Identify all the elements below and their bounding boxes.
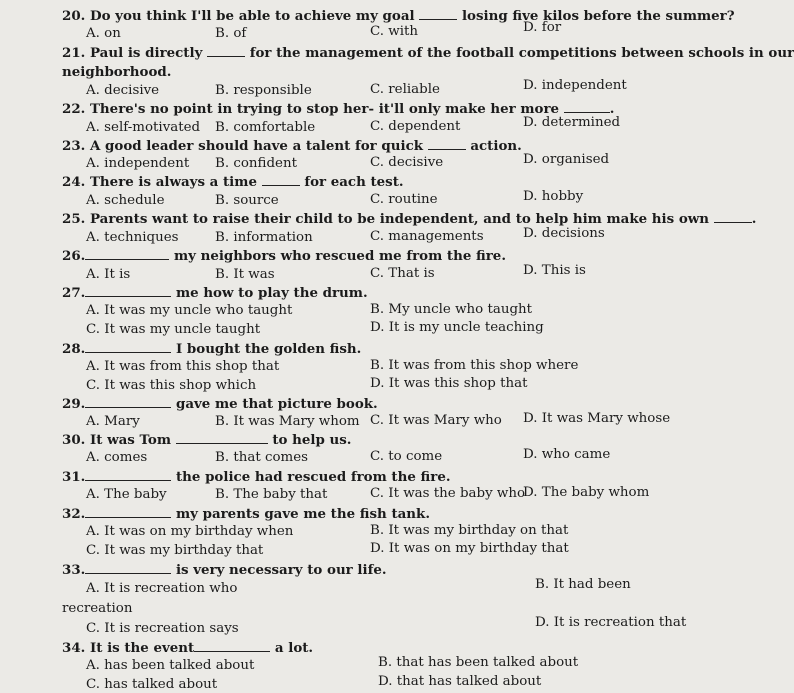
answer-blank[interactable]	[176, 432, 268, 444]
question-31-stem: 31. the police had rescued from the fire.	[62, 469, 451, 485]
option-a-continued[interactable]: recreation	[62, 601, 133, 616]
option-b[interactable]: B. of	[215, 26, 247, 41]
option-c[interactable]: C. That is	[370, 266, 435, 281]
option-d[interactable]: D. hobby	[523, 189, 584, 204]
question-26-stem: 26. my neighbors who rescued me from the fire.	[62, 248, 506, 264]
answer-blank[interactable]	[85, 469, 171, 481]
option-b[interactable]: B. comfortable	[215, 120, 316, 135]
answer-blank[interactable]	[194, 640, 270, 652]
question-34-stem: 34. It is the event a lot.	[62, 640, 314, 656]
question-27-stem: 27. me how to play the drum.	[62, 285, 368, 301]
option-d[interactable]: D. for	[523, 20, 562, 35]
answer-blank[interactable]	[85, 285, 171, 297]
option-b[interactable]: B. responsible	[215, 83, 312, 98]
option-b[interactable]: B. It was my birthday on that	[370, 523, 569, 538]
option-c[interactable]: C. decisive	[370, 155, 444, 170]
option-a[interactable]: A. has been talked about	[86, 658, 255, 673]
option-a[interactable]: A. comes	[86, 450, 148, 465]
option-b[interactable]: B. confident	[215, 156, 297, 171]
question-21-stem: 21. Paul is directly for the management of the football competitions between schools in our	[62, 45, 794, 61]
answer-blank[interactable]	[714, 211, 752, 223]
answer-blank[interactable]	[207, 45, 245, 57]
answer-blank[interactable]	[262, 174, 300, 186]
question-20-stem: 20. Do you think I'll be able to achieve my goal losing five kilos before the summer?	[62, 8, 735, 24]
answer-blank[interactable]	[85, 341, 171, 353]
answer-blank[interactable]	[564, 101, 610, 113]
option-b[interactable]: B. It had been	[535, 577, 631, 592]
answer-blank[interactable]	[419, 8, 457, 20]
question-32-stem: 32. my parents gave me the fish tank.	[62, 506, 430, 522]
option-a[interactable]: A. It is recreation who	[86, 581, 238, 596]
option-b[interactable]: B. that has been talked about	[378, 655, 579, 670]
option-b[interactable]: B. It was	[215, 267, 275, 282]
option-c[interactable]: C. dependent	[370, 119, 461, 134]
option-c[interactable]: C. It was Mary who	[370, 413, 502, 428]
answer-blank[interactable]	[85, 396, 171, 408]
answer-blank[interactable]	[85, 562, 171, 574]
option-d[interactable]: D. It was Mary whose	[523, 411, 671, 426]
option-a[interactable]: A. The baby	[86, 487, 167, 502]
option-d[interactable]: D. It was on my birthday that	[370, 541, 569, 556]
option-c[interactable]: C. managements	[370, 229, 484, 244]
question-24-stem: 24. There is always a time for each test.	[62, 174, 404, 190]
option-a[interactable]: A. Mary	[86, 414, 140, 429]
option-a[interactable]: A. techniques	[86, 230, 179, 245]
option-b[interactable]: B. source	[215, 193, 279, 208]
option-c[interactable]: C. It was the baby who	[370, 486, 526, 501]
option-a[interactable]: A. It is	[86, 267, 131, 282]
option-b[interactable]: B. It was from this shop where	[370, 358, 579, 373]
option-b[interactable]: B. The baby that	[215, 487, 328, 502]
option-d[interactable]: D. who came	[523, 447, 611, 462]
question-22-stem: 22. There's no point in trying to stop her- it'll only make her more .	[62, 101, 615, 117]
question-28-stem: 28. I bought the golden fish.	[62, 341, 362, 357]
question-23-stem: 23. A good leader should have a talent for quick action.	[62, 138, 522, 154]
option-d[interactable]: D. This is	[523, 263, 586, 278]
option-b[interactable]: B. that comes	[215, 450, 309, 465]
question-33-stem: 33. is very necessary to our life.	[62, 562, 387, 578]
answer-blank[interactable]	[85, 506, 171, 518]
option-c[interactable]: C. reliable	[370, 82, 440, 97]
option-c[interactable]: C. with	[370, 24, 419, 39]
option-d[interactable]: D. organised	[523, 152, 610, 167]
question-21-continued: neighborhood.	[62, 64, 172, 80]
option-c[interactable]: C. It is recreation says	[86, 621, 239, 636]
option-b[interactable]: B. It was Mary whom	[215, 414, 360, 429]
option-c[interactable]: C. routine	[370, 192, 438, 207]
option-a[interactable]: A. self-motivated	[86, 120, 201, 135]
answer-blank[interactable]	[85, 248, 169, 260]
option-d[interactable]: D. The baby whom	[523, 485, 650, 500]
option-c[interactable]: C. has talked about	[86, 677, 218, 692]
question-30-stem: 30. It was Tom to help us.	[62, 432, 352, 448]
option-b[interactable]: B. My uncle who taught	[370, 302, 533, 317]
option-a[interactable]: A. It was my uncle who taught	[86, 303, 293, 318]
option-a[interactable]: A. schedule	[86, 193, 165, 208]
option-a[interactable]: A. decisive	[86, 83, 160, 98]
option-d[interactable]: D. It is my uncle teaching	[370, 320, 544, 335]
answer-blank[interactable]	[428, 138, 466, 150]
option-c[interactable]: C. It was my uncle taught	[86, 322, 261, 337]
question-25-stem: 25. Parents want to raise their child to be independent, and to help him make his own .	[62, 211, 757, 227]
option-d[interactable]: D. It is recreation that	[535, 615, 687, 630]
option-c[interactable]: C. to come	[370, 449, 443, 464]
option-a[interactable]: A. It was from this shop that	[86, 359, 280, 374]
option-c[interactable]: C. It was my birthday that	[86, 543, 264, 558]
question-29-stem: 29. gave me that picture book.	[62, 396, 378, 412]
option-a[interactable]: A. It was on my birthday when	[86, 524, 294, 539]
option-b[interactable]: B. information	[215, 230, 313, 245]
option-d[interactable]: D. independent	[523, 78, 627, 93]
option-c[interactable]: C. It was this shop which	[86, 378, 257, 393]
option-a[interactable]: A. on	[86, 26, 121, 41]
option-a[interactable]: A. independent	[86, 156, 190, 171]
option-d[interactable]: D. determined	[523, 115, 621, 130]
option-d[interactable]: D. that has talked about	[378, 674, 542, 689]
option-d[interactable]: D. It was this shop that	[370, 376, 528, 391]
option-d[interactable]: D. decisions	[523, 226, 605, 241]
